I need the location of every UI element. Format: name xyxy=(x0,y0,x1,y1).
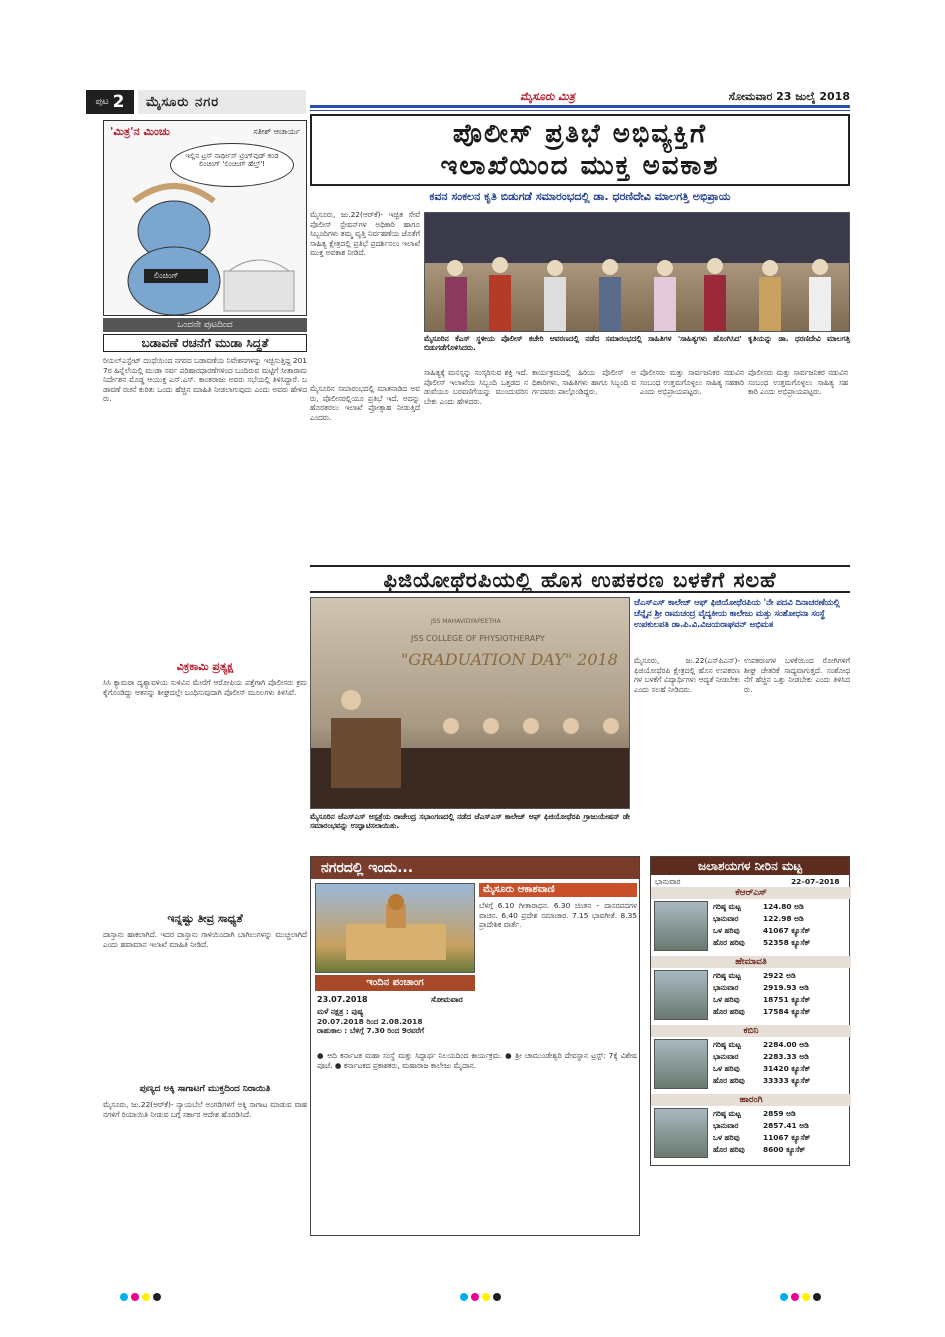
dam-stat-label: ಒಳ ಹರಿವು xyxy=(713,1133,740,1142)
main-photo-caption: ಮೈಸೂರಿನ ಕೆಎಸ್ ಸ್ಥಳೀಯ ಪೊಲೀಸ್ ಕಚೇರಿ ಆವರಣದಲ್ಲಿ ನಡೆದ ಸಮಾರಂಭದಲ್ಲಿ ಸಾಹಿತಿಗಳ 'ಸಾಹಿತ್ಯಗಳು ಹೊಂಗಿಸಿದ' ಕೃತಿಯನ್ನು ಡಾ. ಧರಣಿದೇವಿ ಮಾಲಗತ್ತಿ ಬಿಡುಗಡೆಗೊಳಿಸಿದರು. xyxy=(424,334,850,353)
left-headline-2: ವಿಕ್ರಕಾಮಿ ಪ್ರತ್ಯಕ್ಷ xyxy=(176,660,234,673)
dam-stat-label: ಒಳ ಹರಿವು xyxy=(713,926,740,935)
masthead-rule-thin xyxy=(310,110,850,111)
speech-bubble: ಇಲ್ಲಿನ ಟ್ರಸ್ ನಾರ್ಥೀಸ್ ಟ್ರಿಂಗ್‌ವುಡ್ ಕಂಡ ಲಿಂಚಿಂಗ್ 'ಲಿಂಚಿಂಗ್ ಹೆಲ್ತ್'! xyxy=(170,143,294,187)
dam-stat-value: 41067 ಕ್ಯೂಸೆಕ್ xyxy=(763,926,811,935)
dam-stat-label: ಒಳ ಹರಿವು xyxy=(713,995,740,1004)
dam-stat-value: 2922 ಅಡಿ xyxy=(763,971,796,980)
dam-stat-row xyxy=(713,1040,849,1050)
dam-stat-value: 124.80 ಅಡಿ xyxy=(763,902,804,911)
dam-stat-label: ಭಾನುವಾರ xyxy=(713,914,739,923)
panchanga-date: 23.07.2018 xyxy=(317,995,368,1004)
dam-stat-label: ಭಾನುವಾರ xyxy=(713,1121,739,1130)
continued-banner: ಒಂದನೇ ಪುಟದಿಂದ xyxy=(103,318,307,332)
dam-stat-label: ಗರಿಷ್ಠ ಮಟ್ಟ xyxy=(713,1040,741,1049)
graduation-sidebar-headline: ಜೆಎಸ್‌ಎಸ್ ಕಾಲೇಜ್ ಆಫ್ ಫಿಜಿಯೋಥೆರಪಿಯ 'ನೇ ಪದವಿ ದಿನಾಚರಣೆಯಲ್ಲಿ ಚೆನ್ನೈನ ಶ್ರೀ ರಾಮಚಂದ್ರ ವೈದ್ಯಕೀಯ ಕಾಲೇಜು ಮತ್ತು ಸಂಶೋಧನಾ ಸಂಸ್ಥೆ ಉಪಕುಲಪತಿ ಡಾ.ಪಿ.ವಿ.ವಿಜಯರಾಘವನ್ ಅಭಿಮತ xyxy=(634,597,840,629)
dam-name: ಕೆಆರ್‌ಎಸ್ xyxy=(651,887,851,899)
events-body: ● ಆದಿ ಕರ್ನಾಟಕ ಮಹಾ ಸಂಸ್ಥೆ ಮತ್ತು ಸಿದ್ಧಾರ್ಥ ನಿಲಯದಿಂದ ಕಾರ್ಯಕ್ರಮ. ● ಶ್ರೀ ಚಾಮುಂಡೇಶ್ವರಿ ದೇವಸ್ಥಾನ ಟ್ರಸ್ಟ್: 7ಕ್ಕೆ ವಿಶೇಷ ಪೂಜೆ. ● ಕರ್ನಾಟಕದ ಪ್ರಕಾಶಕರು, ಮಹಾರಾಜ ಕಾಲೇಜು ಮೈದಾನ. xyxy=(317,1051,637,1070)
dam-photo xyxy=(654,970,708,1020)
dam-stat-value: 2857.41 ಅಡಿ xyxy=(763,1121,809,1130)
grad-body-1: ಮೈಸೂರು, ಜು.22(ಎಸ್‌ಪಿಎನ್)- ಫಿಜಿಯೋಥೆರಪಿ ಕ್ಷೇತ್ರದಲ್ಲಿ ಹೊಸ ಉಪಕರಣಗಳ ಬಳಕೆಗೆ ವಿದ್ಯಾರ್ಥಿಗಳು ಆದ್ಯತೆ ನೀಡಬೇಕು ಎಂದು ಸಲಹೆ ನೀಡಿದರು. xyxy=(634,656,740,694)
dam-stat-label: ಹೊರ ಹರಿವು xyxy=(713,938,745,947)
book-release-illustration xyxy=(425,213,850,332)
left-body-4: ಮೈಸೂರು, ಜು.22(ಆರ್‌ಕೆ)- ನ್ಯಾಯಬೆಲೆ ಅಂಗಡಿಗಳಿಗೆ ಅಕ್ಕಿ ಸಾಗಾಟ ಮಾಡುವ ವಾಹನಗಳಿಗೆ ರಿಯಾಯಿತಿ ನೀಡುವ ಬಗ್ಗೆ ಸರ್ಕಾರ ಆದೇಶ ಹೊರಡಿಸಿದೆ. xyxy=(103,1100,307,1119)
dam-stat-row xyxy=(713,983,849,993)
panchanga-day: ಸೋಮವಾರ xyxy=(431,995,463,1004)
dam-date-label: ಭಾನುವಾರ xyxy=(655,877,681,886)
dam-stat-label: ಭಾನುವಾರ xyxy=(713,983,739,992)
dam-stat-label: ಭಾನುವಾರ xyxy=(713,1052,739,1061)
dam-stat-value: 2859 ಅಡಿ xyxy=(763,1109,796,1118)
left-headline-1: ಬಡಾವಣೆ ರಚನೆಗೆ ಮುಡಾ ಸಿದ್ಧತೆ xyxy=(103,334,307,352)
dam-stat-row xyxy=(713,1109,849,1119)
main-subheadline: ಕವನ ಸಂಕಲನ ಕೃತಿ ಬಿಡುಗಡೆ ಸಮಾರಂಭದಲ್ಲಿ ಡಾ. ಧರಣಿದೇವಿ ಮಾಲಗತ್ತಿ ಅಭಿಪ್ರಾಯ xyxy=(429,190,731,203)
dam-stat-row xyxy=(713,1076,849,1086)
dam-name: ಕಬಿನಿ xyxy=(651,1025,851,1037)
main-headline-line-1: ಪೊಲೀಸ್ ಪ್ರತಿಭೆ ಅಭಿವ್ಯಕ್ತಿಗೆ xyxy=(452,119,708,149)
dam-stat-row xyxy=(713,938,849,948)
page-number: 2 xyxy=(112,92,125,112)
dam-stat-value: 2919.93 ಅಡಿ xyxy=(763,983,809,992)
dam-stat-row xyxy=(713,1133,849,1143)
issue-date: ಸೋಮವಾರ 23 ಜುಲೈ 2018 xyxy=(728,90,850,103)
dam-name: ಹಾರಂಗಿ xyxy=(651,1094,851,1106)
dam-stat-value: 33333 ಕ್ಯೂಸೆಕ್ xyxy=(763,1076,811,1085)
dam-stat-label: ಗರಿಷ್ಠ ಮಟ್ಟ xyxy=(713,1109,741,1118)
dam-date: 22–07–2018 xyxy=(791,877,840,886)
masthead-rule xyxy=(310,105,850,108)
dam-stat-label: ಹೊರ ಹರಿವು xyxy=(713,1145,745,1154)
dam-stat-value: 31420 ಕ್ಯೂಸೆಕ್ xyxy=(763,1064,811,1073)
panchanga-body: ಮಳೆ ನಕ್ಷತ್ರ : ಪುಷ್ಯ 20.07.2018 ರಿಂದ 2.08.2018 ರಾಹುಕಾಲ : ಬೆಳಿಗ್ಗೆ 7.30 ರಿಂದ 9ರವರೆಗೆ xyxy=(317,1007,425,1036)
dam-stat-value: 2284.00 ಅಡಿ xyxy=(763,1040,809,1049)
main-headline xyxy=(310,114,850,186)
palace-photo xyxy=(315,883,475,973)
page-number-badge xyxy=(86,90,134,114)
left-body-1: ರಿಯಲ್‌ಎಸ್ಟೇಟ್ ದಂಧೆಯಿಂದ ನಗರದ ಬಡಾವಣೆಯ ನಿವೇಶನಗಳನ್ನು ಇಚ್ಛಿಸುತ್ತಿದ್ದ 2017ರ ಹಿನ್ನೆಲೆಯಲ್ಲಿ ಮುಡಾ ಸರ್ವ ಪರಿಹಾರಧಾರಣೆಗಳಿಂದ ಬಂದಿರುವ ಮಟ್ಟಿಗೆ ಸೀತಾರಾಮ ನಿರ್ದೇಶನ ಮೊಡ್ಡ ಆಯುಕ್ತ ಎಸ್.ಎಸ್. ಕಾಂತರಾಜು ಅವರು ಸಭೆಯಲ್ಲಿ ತಿಳಿಸಿದ್ದಾರೆ. ಬಡಾವಣೆ ರಚನೆ ಕುರಿತು ಒಂದು ಹೆಚ್ಚಿನ ಮಾಹಿತಿ ನೀಡಲಾಗುವುದು ಎಂದು ಅವರು ಹೇಳಿದರು. xyxy=(103,356,307,404)
main-body-4: ಪೊಲೀಸರು ಮತ್ತು ಸಾರ್ವಜನಿಕರ ನಡುವಿನ ಸಂಬಂಧ ಉತ್ತಮಗೊಳ್ಳಲು ಸಾಹಿತ್ಯ ಸಹಕಾರಿ ಎಂದು ಅಭಿಪ್ರಾಯಪಟ್ಟರು. xyxy=(640,368,744,397)
registration-marks-left xyxy=(120,1293,161,1301)
cartoon xyxy=(103,120,307,316)
dam-stat-value: 2283.33 ಅಡಿ xyxy=(763,1052,809,1061)
main-body-1: ಮೈಸೂರಿನ ಸಮಾರಂಭದಲ್ಲಿ ಮಾತನಾಡಿದ ಅವರು, ಪೊಲೀಸರಲ್ಲಿಯೂ ಪ್ರತಿಭೆ ಇದೆ. ಅದನ್ನು ಹೊರತರಲು ಇಲಾಖೆ ಪ್ರೋತ್ಸಾಹ ನೀಡುತ್ತಿದೆ ಎಂದರು. xyxy=(310,384,420,422)
dam-stat-row xyxy=(713,1007,849,1017)
akashavani-title: ಮೈಸೂರು ಆಕಾಶವಾಣಿ xyxy=(479,883,637,897)
dam-stat-row xyxy=(713,1064,849,1074)
cartoon-illustration xyxy=(104,121,307,316)
dam-stat-label: ಹೊರ ಹರಿವು xyxy=(713,1007,745,1016)
dam-stat-value: 52358 ಕ್ಯೂಸೆಕ್ xyxy=(763,938,811,947)
section-title: ಮೈಸೂರು ನಗರ xyxy=(138,90,306,114)
main-body-2: ಸಾಹಿತ್ಯಕ್ಕೆ ಮನಸ್ಸನ್ನು ಸಂಸ್ಕರಿಸುವ ಶಕ್ತಿ ಇದೆ. ಪೊಲೀಸ್ ಇಲಾಖೆಯ ಸಿಬ್ಬಂದಿ ಒತ್ತಡದ ನಡುವೆಯೂ ಬರವಣಿಗೆಯನ್ನು ಮುಂದುವರಿಸಬೇಕು ಎಂದು ಹೇಳಿದರು. xyxy=(424,368,528,406)
dam-name: ಹೇಮಾವತಿ xyxy=(651,956,851,968)
dam-stat-row xyxy=(713,995,849,1005)
registration-marks-center xyxy=(460,1293,501,1301)
dam-photo xyxy=(654,901,708,951)
left-headline-3: ಇನ್ನಷ್ಟು ತೀವ್ರ ಸಾಧ್ಯತೆ xyxy=(167,912,243,925)
dam-stat-label: ಗರಿಷ್ಠ ಮಟ್ಟ xyxy=(713,902,741,911)
graduation-illustration xyxy=(311,598,630,809)
dam-stat-row xyxy=(713,1121,849,1131)
left-body-3: ದಾಸ್ತಾನು ಹಾಕಲಾಗಿದೆ. ಇದರ ದಾಸ್ತಾನು ಗಾಳಿಯಿಂದಾಗಿ ಬಾಗಿಲುಗಳನ್ನು ಮುಚ್ಚಲಾಗಿದೆ ಎಂದು ಹವಾಮಾನ ಇಲಾಖೆ ಮಾಹಿತಿ ನೀಡಿದೆ. xyxy=(103,930,307,949)
dam-photo xyxy=(654,1039,708,1089)
akashavani-body: ಬೆಳಿಗ್ಗೆ 6.10 ಗೀತಾರಾಧನ. 6.30 ಚಿಂತನ – ದಾಸರಪದಗಳ ವಾಚನ. 6.40 ಪ್ರದೇಶ ಸಮಾಚಾರ. 7.15 ಭಾವಗೀತೆ. 8.35 ಪ್ರಾದೇಶಿಕ ವಾರ್ತೆ. xyxy=(479,901,637,930)
dam-photo xyxy=(654,1108,708,1158)
grad-body-2: ಉಪಕರಣಗಳ ಬಳಕೆಯಿಂದ ರೋಗಿಗಳಿಗೆ ಶೀಘ್ರ ಚೇತರಿಕೆ ಸಾಧ್ಯವಾಗುತ್ತದೆ. ಸಂಶೋಧನೆಗೆ ಹೆಚ್ಚಿನ ಒತ್ತು ನೀಡಬೇಕು ಎಂದು ತಿಳಿಸಿದರು. xyxy=(744,656,850,694)
banner-main: "GRADUATION DAY" 2018 xyxy=(401,650,618,669)
cartoon-artist: ಸತೀಶ್ ಆಚಾರ್ಯ xyxy=(253,127,300,136)
main-body-5: ಪೊಲೀಸರು ಮತ್ತು ಸಾರ್ವಜನಿಕರ ನಡುವಿನ ಸಂಬಂಧ ಉತ್ತಮಗೊಳ್ಳಲು ಸಾಹಿತ್ಯ ಸಹಕಾರಿ ಎಂದು ಅಭಿಪ್ರಾಯಪಟ್ಟರು. xyxy=(748,368,848,397)
graduation-photo xyxy=(310,597,630,809)
dam-stat-row xyxy=(713,1145,849,1155)
dam-title: ಜಲಾಶಯಗಳ ನೀರಿನ ಮಟ್ಟ xyxy=(651,857,849,875)
dam-stat-label: ಹೊರ ಹರಿವು xyxy=(713,1076,745,1085)
main-body-3: ಕಾರ್ಯಕ್ರಮದಲ್ಲಿ ಹಿರಿಯ ಪೊಲೀಸ್ ಅಧಿಕಾರಿಗಳು, ಸಾಹಿತಿಗಳು ಹಾಗೂ ಸಿಬ್ಬಂದಿ ವರ್ಗದವರು ಪಾಲ್ಗೊಂಡಿದ್ದರು. xyxy=(532,368,636,397)
dam-stat-value: 18751 ಕ್ಯೂಸೆಕ್ xyxy=(763,995,811,1004)
registration-marks-right xyxy=(780,1293,821,1301)
page-label: ಪುಟ xyxy=(95,97,109,107)
panchanga-title: ಇಂದಿನ ಪಂಚಾಂಗ xyxy=(315,975,475,991)
left-headline-4: ಪುಣ್ಯದ ಅಕ್ಕಿ ಸಾಗಾಟಗೆ ಮುಕ್ತದಿಂದ ನಿರಾಯಿತಿ xyxy=(139,1084,271,1094)
dam-stat-row xyxy=(713,926,849,936)
main-headline-line-2: ಇಲಾಖೆಯಿಂದ ಮುಕ್ತ ಅವಕಾಶ xyxy=(440,151,720,181)
graduation-caption: ಮೈಸೂರಿನ ಜೆಎಸ್‌ಎಸ್ ಆಸ್ಪತ್ರೆಯ ರಾಜೇಂದ್ರ ಸಭಾಂಗಣದಲ್ಲಿ ನಡೆದ ಜೆಎಸ್‌ಎಸ್ ಕಾಲೇಜ್ ಆಫ್ ಫಿಜಿಯೋಥೆರಪಿ ಗ್ರಾಜುಯೇಷನ್ ಡೇ ಸಮಾರಂಭವನ್ನು ಉದ್ಘಾಟಿಸಲಾಯಿತು. xyxy=(310,812,630,831)
dam-stat-row xyxy=(713,902,849,912)
main-intro: ಮೈಸೂರು, ಜು.22(ಆರ್‌ಕೆ)- ಇಚ್ಛಿತ ಸೇವೆ ಪೊಲೀಸ್ ಸ್ಟೇಷನ್‌ಗಳ ಅಧಿಕಾರಿ ಹಾಗೂ ಸಿಬ್ಬಂದಿಗಳು ತಮ್ಮ ವೃತ್ತಿ ನಿರ್ವಹಣೆಯ ಜೊತೆಗೆ ಸಾಹಿತ್ಯ ಕ್ಷೇತ್ರದಲ್ಲಿ ಪ್ರತಿಭೆ ಪ್ರದರ್ಶಿಸಲು ಇಲಾಖೆ ಮುಕ್ತ ಅವಕಾಶ ನೀಡಿದೆ. xyxy=(310,210,420,258)
dam-levels-box xyxy=(650,856,850,1166)
banner-college: JSS COLLEGE OF PHYSIOTHERAPY xyxy=(411,634,545,643)
dam-stat-row xyxy=(713,914,849,924)
dam-stat-row xyxy=(713,1052,849,1062)
dam-stat-value: 122.98 ಅಡಿ xyxy=(763,914,804,923)
dam-stat-value: 11067 ಕ್ಯೂಸೆಕ್ xyxy=(763,1133,811,1142)
brand-strip xyxy=(310,90,850,104)
cartoon-title: 'ಮಿತ್ರ'ನ ಮಿಂಚು xyxy=(110,125,170,138)
today-title: ನಗರದಲ್ಲಿ ಇಂದು... xyxy=(311,857,639,879)
book-release-photo xyxy=(424,212,850,332)
dam-stat-value: 8600 ಕ್ಯೂಸೆಕ್ xyxy=(763,1145,806,1154)
dam-stat-label: ಗರಿಷ್ಠ ಮಟ್ಟ xyxy=(713,971,741,980)
cartoon-label: ಲಿಂಚಿಂಗ್ xyxy=(154,271,179,280)
palace-illustration xyxy=(316,884,475,973)
brand-name: ಮೈಸೂರು ಮಿತ್ರ xyxy=(520,90,575,103)
dam-stat-label: ಒಳ ಹರಿವು xyxy=(713,1064,740,1073)
left-body-2: ಸಿಸಿ ಕ್ಯಾಮರಾ ದೃಶ್ಯಾವಳಿಯ ಸುಳಿವಿನ ಮೇರೆಗೆ ಆರೋಪಿಯ ಪತ್ತೆಗಾಗಿ ಪೊಲೀಸರು ಕ್ರಮ ಕೈಗೊಂಡಿದ್ದು ಆತನನ್ನು ಶೀಘ್ರದಲ್ಲೇ ಬಂಧಿಸುವುದಾಗಿ ಪೊಲೀಸ್ ಮೂಲಗಳು ತಿಳಿಸಿವೆ. xyxy=(103,678,307,697)
today-box xyxy=(310,856,640,1236)
dam-stat-value: 17584 ಕ್ಯೂಸೆಕ್ xyxy=(763,1007,811,1016)
dam-stat-row xyxy=(713,971,849,981)
second-headline: ಫಿಜಿಯೋಥೆರಪಿಯಲ್ಲಿ ಹೊಸ ಉಪಕರಣ ಬಳಕೆಗೆ ಸಲಹೆ xyxy=(310,565,850,593)
banner-small: JSS MAHAVIDYAPEETHA xyxy=(431,618,501,625)
